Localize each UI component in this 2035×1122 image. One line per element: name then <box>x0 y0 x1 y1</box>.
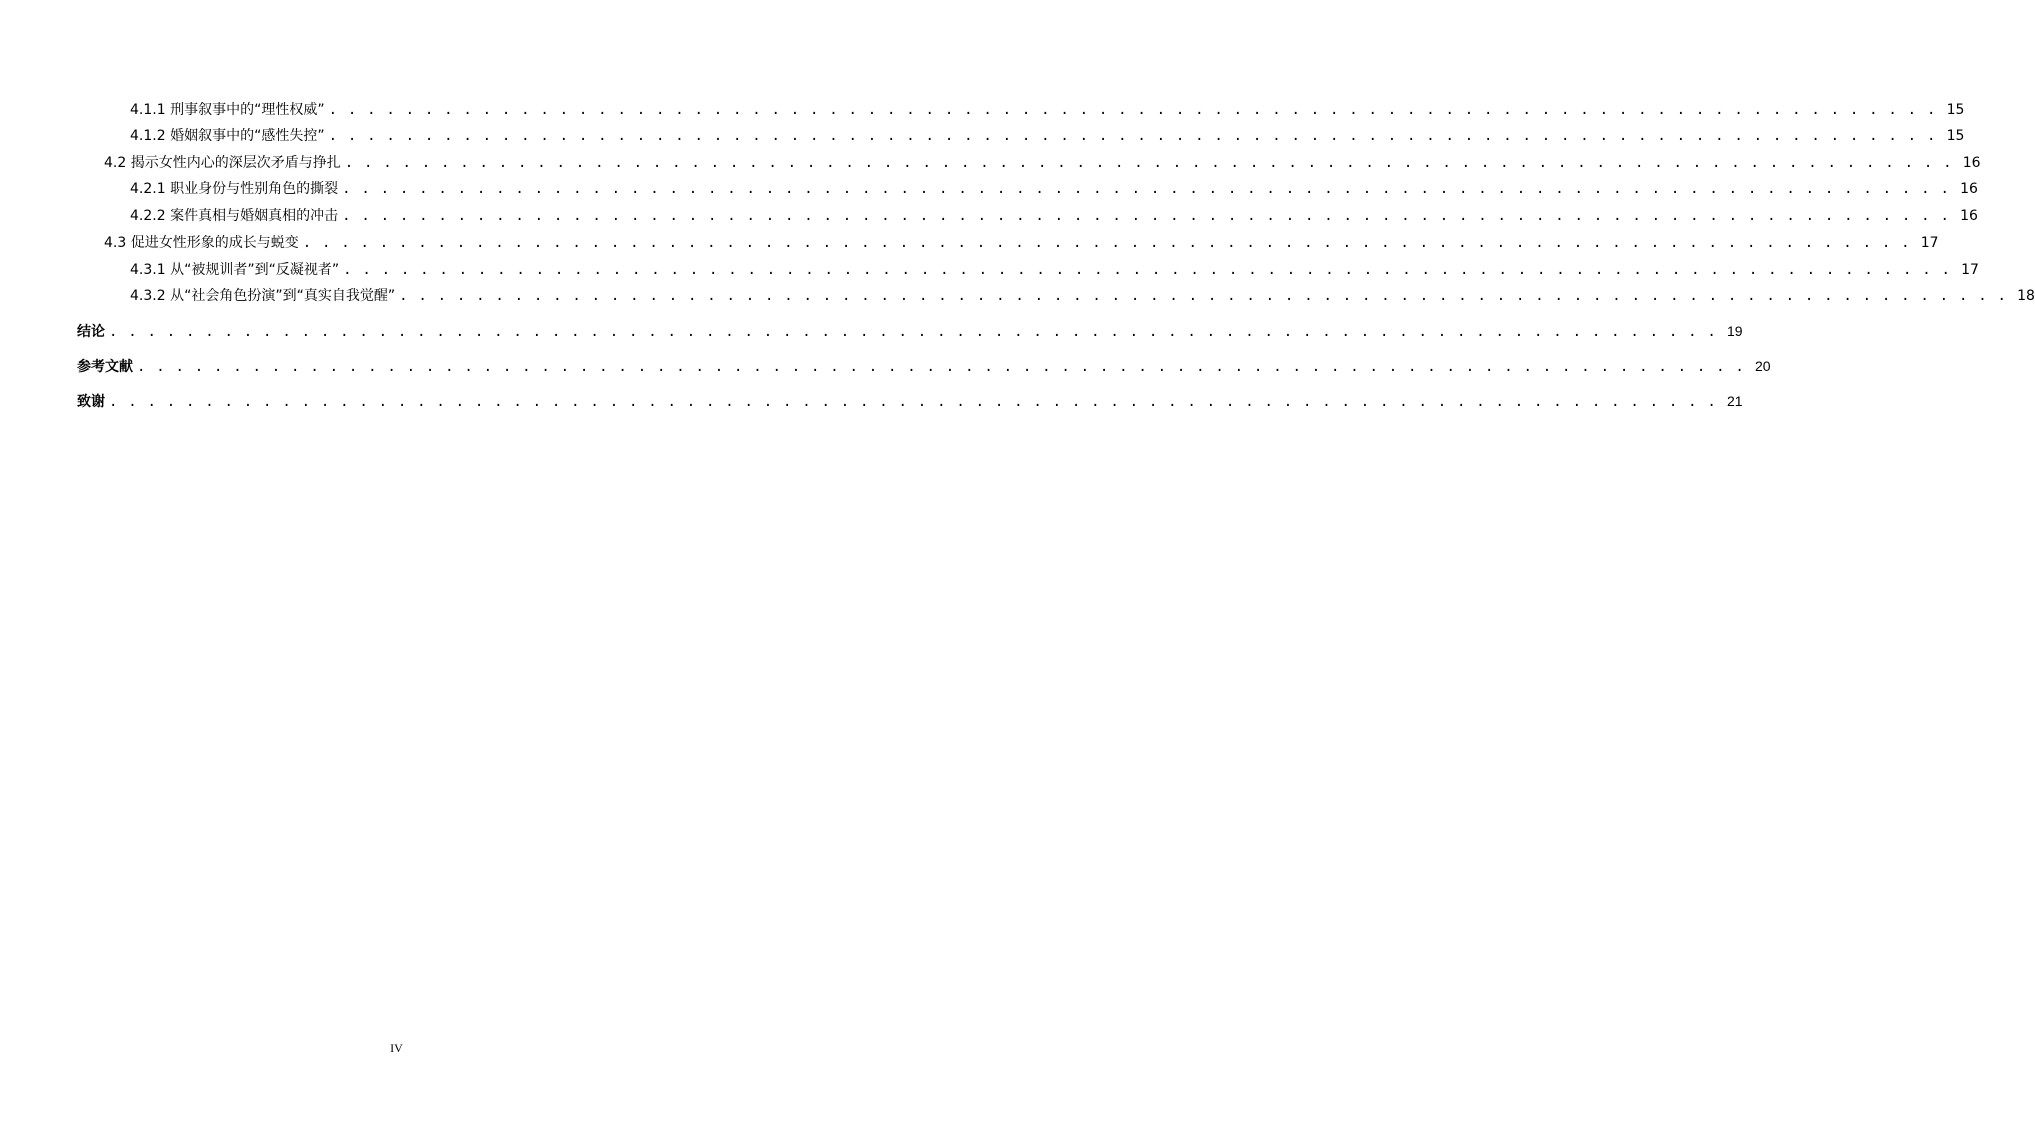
toc-entry-label: 致谢 <box>77 394 105 410</box>
toc-entry-label: 4.3.2 从“社会角色扮演”到“真实自我觉醒” <box>130 288 396 304</box>
toc-entry-4-3[interactable] <box>104 233 1939 253</box>
toc-entry-page: 16 <box>1962 155 1981 171</box>
dot-leader: . . . . . . . . . . . . . . . . . . . . . . . . . . . . . . . . . . . . . . . . . . . . . . . . . . . . . . . . . . . . . . . . . . . . . . . . . . . . . . . . . . . . <box>109 324 1717 340</box>
dot-leader: . . . . . . . . . . . . . . . . . . . . . . . . . . . . . . . . . . . . . . . . . . . . . . . . . . . . . . . . . . . . . . . . . . . . . . . . . . . . . . . . . . . . <box>328 102 1937 118</box>
toc-entry-conclusion[interactable] <box>77 321 1743 341</box>
toc-entry-label: 4.2.2 案件真相与婚姻真相的冲击 <box>130 208 339 224</box>
toc-entry-page: 18 <box>2017 288 2035 304</box>
dot-leader: . . . . . . . . . . . . . . . . . . . . . . . . . . . . . . . . . . . . . . . . . . . . . . . . . . . . . . . . . . . . . . . . . . . . . . . . . . . . . . . . . . . . <box>343 262 1952 278</box>
page-number: IV <box>390 1041 403 1055</box>
toc-entry-page: 15 <box>1946 102 1965 118</box>
toc-entry-page: 20 <box>1755 358 1771 374</box>
dot-leader: . . . . . . . . . . . . . . . . . . . . . . . . . . . . . . . . . . . . . . . . . . . . . . . . . . . . . . . . . . . . . . . . . . . . . . . . . . . . . . . . . . . . <box>344 155 1953 171</box>
toc-entry-label: 4.1.1 刑事叙事中的“理性权威” <box>130 102 325 118</box>
dot-leader: . . . . . . . . . . . . . . . . . . . . . . . . . . . . . . . . . . . . . . . . . . . . . . . . . . . . . . . . . . . . . . . . . . . . . . . . . . . . . . . . . . . . <box>137 359 1745 375</box>
toc-entry-4-1-1[interactable] <box>130 100 1965 120</box>
toc-entry-label: 参考文献 <box>77 359 133 375</box>
toc-entry-4-1-2[interactable] <box>130 126 1965 146</box>
dot-leader: . . . . . . . . . . . . . . . . . . . . . . . . . . . . . . . . . . . . . . . . . . . . . . . . . . . . . . . . . . . . . . . . . . . . . . . . . . . . . . . . . . . . <box>342 208 1951 224</box>
toc-entry-4-2-1[interactable] <box>130 179 1978 199</box>
toc-entry-label: 4.1.2 婚姻叙事中的“感性失控” <box>130 128 325 144</box>
toc-entry-page: 19 <box>1727 323 1743 339</box>
toc-entry-4-2[interactable] <box>104 153 1981 173</box>
toc-entry-label: 4.2 揭示女性内心的深层次矛盾与挣扎 <box>104 155 341 171</box>
dot-leader: . . . . . . . . . . . . . . . . . . . . . . . . . . . . . . . . . . . . . . . . . . . . . . . . . . . . . . . . . . . . . . . . . . . . . . . . . . . . . . . . . . . . <box>328 128 1937 144</box>
toc-entry-page: 15 <box>1946 128 1965 144</box>
toc-entry-page: 16 <box>1960 181 1978 197</box>
toc-entry-page: 17 <box>1961 262 1979 278</box>
toc-entry-acknowledgements[interactable] <box>77 391 1743 411</box>
toc-entry-page: 16 <box>1960 208 1978 224</box>
dot-leader: . . . . . . . . . . . . . . . . . . . . . . . . . . . . . . . . . . . . . . . . . . . . . . . . . . . . . . . . . . . . . . . . . . . . . . . . . . . . . . . . . . . . <box>109 394 1717 410</box>
dot-leader: . . . . . . . . . . . . . . . . . . . . . . . . . . . . . . . . . . . . . . . . . . . . . . . . . . . . . . . . . . . . . . . . . . . . . . . . . . . . . . . . . . . . <box>302 235 1911 251</box>
dot-leader: . . . . . . . . . . . . . . . . . . . . . . . . . . . . . . . . . . . . . . . . . . . . . . . . . . . . . . . . . . . . . . . . . . . . . . . . . . . . . . . . . . . . <box>399 288 2008 304</box>
toc-entry-4-2-2[interactable] <box>130 206 1978 226</box>
toc-entry-page: 21 <box>1727 393 1743 409</box>
toc-entry-4-3-2[interactable] <box>130 286 2035 306</box>
toc-entry-page: 17 <box>1920 235 1939 251</box>
toc-entry-label: 4.3 促进女性形象的成长与蜕变 <box>104 235 299 251</box>
toc-entry-references[interactable] <box>77 356 1771 376</box>
toc-entry-4-3-1[interactable] <box>130 260 1979 280</box>
dot-leader: . . . . . . . . . . . . . . . . . . . . . . . . . . . . . . . . . . . . . . . . . . . . . . . . . . . . . . . . . . . . . . . . . . . . . . . . . . . . . . . . . . . . <box>342 181 1951 197</box>
toc-entry-label: 结论 <box>77 324 105 340</box>
toc-entry-label: 4.3.1 从“被规训者”到“反凝视者” <box>130 262 340 278</box>
toc-entry-label: 4.2.1 职业身份与性别角色的撕裂 <box>130 181 339 197</box>
